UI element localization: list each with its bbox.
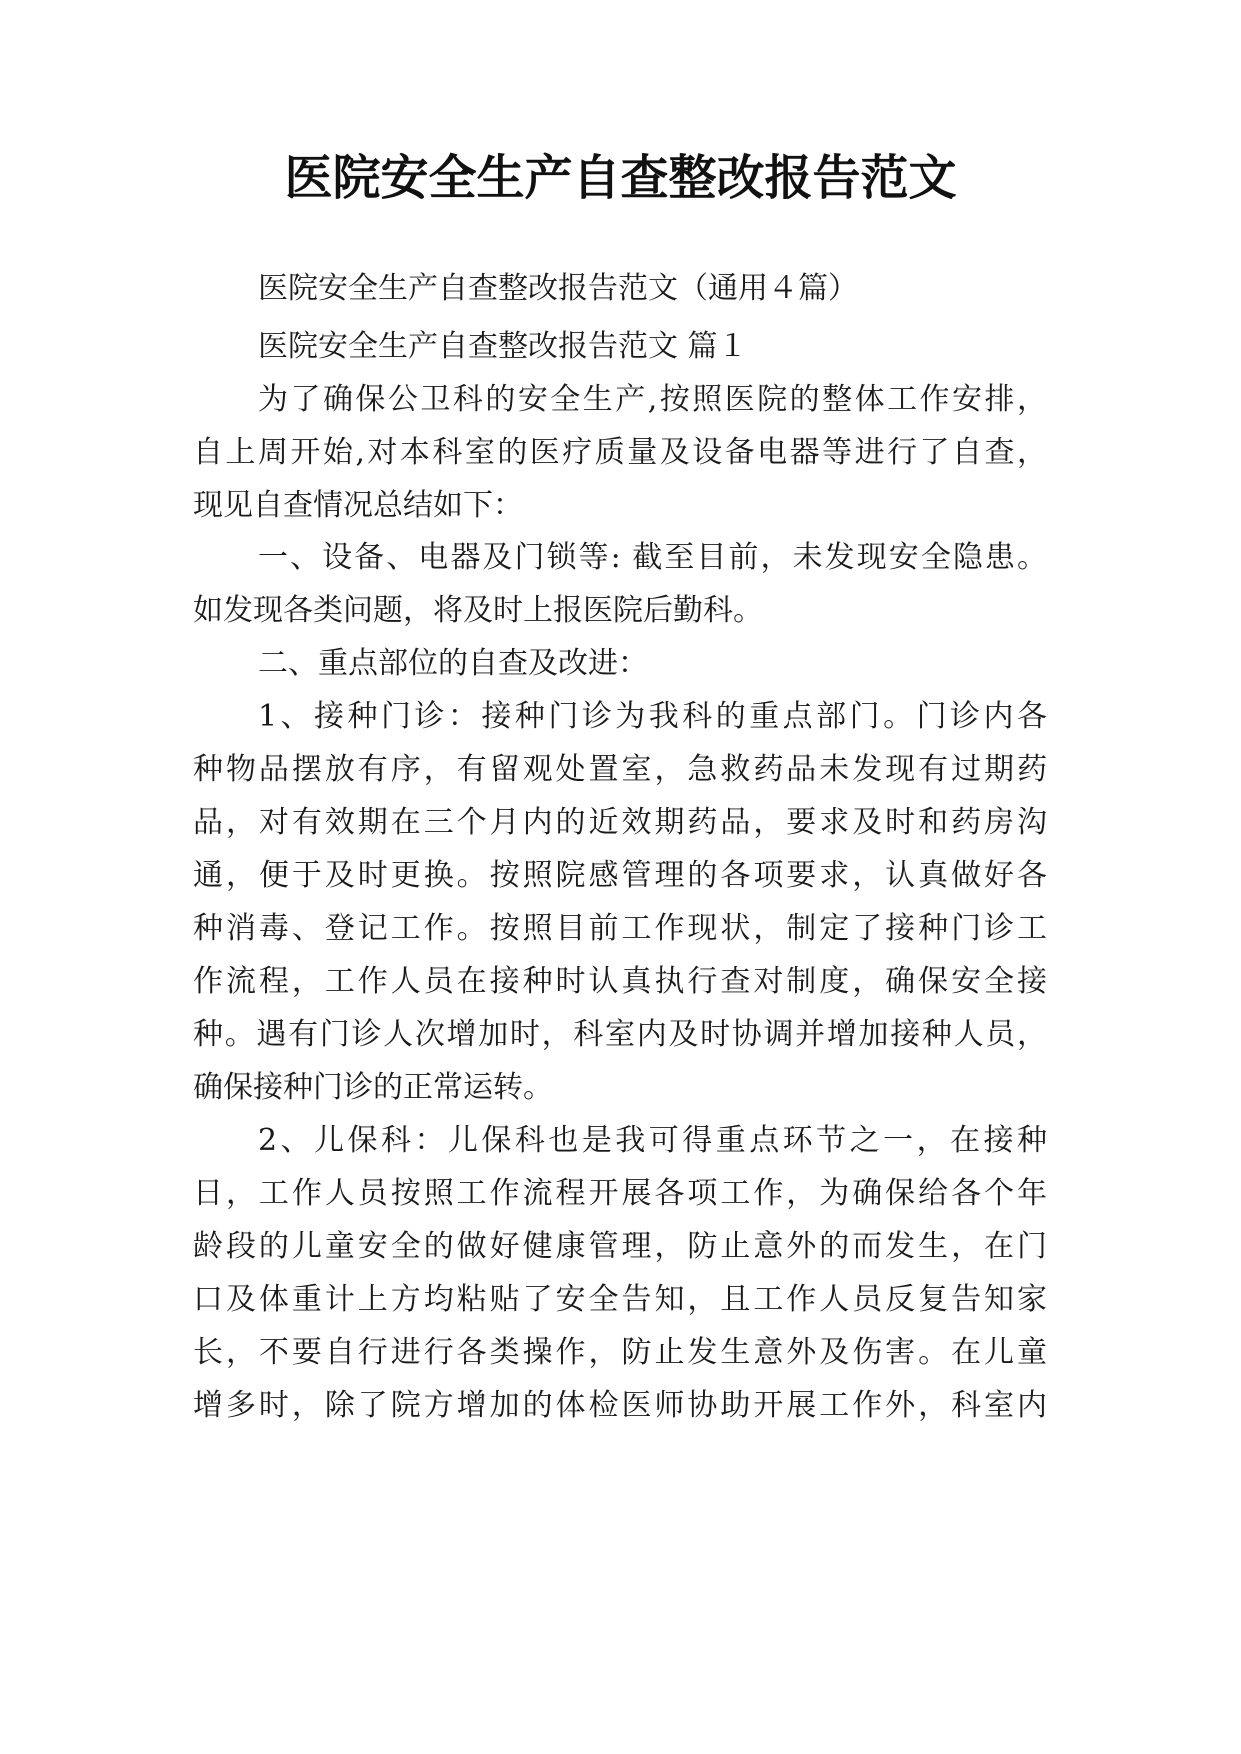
paragraph-line: 品，对有效期在三个月内的近效期药品，要求及时和药房沟 (193, 805, 1047, 840)
section-heading: 医院安全生产自查整改报告范文 篇１ (258, 329, 748, 364)
document-title: 医院安全生产自查整改报告范文 (284, 150, 957, 206)
paragraph-line: 种。遇有门诊人次增加时，科室内及时协调并增加接种人员， (193, 1017, 1047, 1052)
paragraph-line: 口及体重计上方均粘贴了安全告知，且工作人员反复告知家 (193, 1282, 1047, 1317)
paragraph-line: 增多时，除了院方增加的体检医师协助开展工作外，科室内 (193, 1388, 1047, 1423)
paragraph-line: 自上周开始,对本科室的医疗质量及设备电器等进行了自查， (193, 435, 1047, 470)
paragraph-line: 二、重点部位的自查及改进： (258, 646, 648, 681)
paragraph-line: 长，不要自行进行各类操作，防止发生意外及伤害。在儿童 (193, 1335, 1047, 1370)
paragraph-line: 1、接种门诊：接种门诊为我科的重点部门。门诊内各 (258, 699, 1047, 734)
paragraph-line: 种消毒、登记工作。按照目前工作现状，制定了接种门诊工 (193, 911, 1047, 946)
paragraph-line: 日，工作人员按照工作流程开展各项工作，为确保给各个年 (193, 1176, 1047, 1211)
paragraph-line: 一、设备、电器及门锁等: 截至目前，未发现安全隐患。 (258, 540, 1047, 575)
paragraph-line: 确保接种门诊的正常运转。 (193, 1070, 553, 1105)
paragraph-line: 通，便于及时更换。按照院感管理的各项要求，认真做好各 (193, 858, 1047, 893)
paragraph-line: 如发现各类问题，将及时上报医院后勤科。 (193, 593, 763, 628)
paragraph-line: 作流程，工作人员在接种时认真执行查对制度，确保安全接 (193, 964, 1047, 999)
paragraph-line: 现见自查情况总结如下： (193, 488, 523, 523)
paragraph-line: 为了确保公卫科的安全生产,按照医院的整体工作安排， (258, 382, 1047, 417)
subtitle-line: 医院安全生产自查整改报告范文（通用４篇） (258, 271, 858, 306)
paragraph-line: 2、儿保科：儿保科也是我可得重点环节之一，在接种 (258, 1123, 1047, 1158)
paragraph-line: 种物品摆放有序，有留观处置室，急救药品未发现有过期药 (193, 752, 1047, 787)
paragraph-line: 龄段的儿童安全的做好健康管理，防止意外的而发生，在门 (193, 1229, 1047, 1264)
